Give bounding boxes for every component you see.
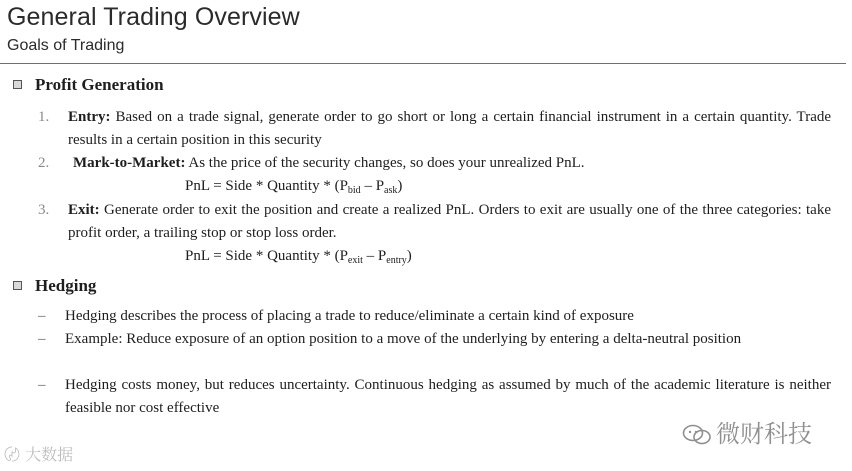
watermark-left: 〄 大数据 (4, 445, 74, 464)
formula-unrealized-pnl: PnL = Side * Quantity * $(P_{bid} - P_{ask})$ (185, 178, 403, 196)
list-number: 3. (38, 202, 50, 218)
formula-realized-pnl: PnL = Side * Quantity * $(P_{exit} - P_{entry})$ (185, 248, 412, 266)
watermark-right: 微财科技 (682, 414, 812, 449)
wechat-icon (682, 424, 712, 446)
page-title: General Trading Overview (7, 3, 300, 31)
hedging-item: Hedging describes the process of placing a trade to reduce/eliminate a certain kind of exposure (65, 308, 634, 324)
hedging-item: Example: Reduce exposure of an option position to a move of the underlying by entering a delta-neutral position (65, 331, 742, 347)
item-text: As the price of the security changes, so does your unrealized PnL. (188, 155, 585, 171)
dash-bullet: – (38, 331, 46, 347)
header-divider (0, 63, 846, 64)
list-number: 1. (38, 109, 50, 125)
square-bullet-icon (13, 80, 22, 89)
list-item-exit (68, 199, 831, 245)
list-number: 2. (38, 155, 50, 171)
item-term: Exit: (68, 202, 100, 218)
item-text: Generate order to exit the position and create a realized PnL. Orders to exit are usually one of the three categories: take profit order, a trailing stop or stop loss order. (68, 202, 832, 241)
dash-bullet: – (38, 377, 46, 393)
dash-bullet: – (38, 308, 46, 324)
section-profit-generation (13, 75, 164, 95)
list-item-entry (68, 106, 831, 152)
item-term: Entry: (68, 109, 111, 125)
section-hedging (13, 276, 96, 296)
section-heading: Hedging (35, 276, 97, 295)
square-bullet-icon (13, 281, 22, 290)
item-text: Based on a trade signal, generate order to go short or long a certain financial instrument in a certain quantity. Trade results in a certain position in this security (68, 109, 832, 148)
hedging-item: Hedging costs money, but reduces uncertainty. Continuous hedging as assumed by much of the academic literature is neither feasible nor cost effective (65, 377, 831, 416)
section-heading: Profit Generation (35, 75, 164, 94)
list-item-mark-to-market (73, 152, 833, 175)
item-term: Mark-to-Market: (73, 155, 186, 171)
watermark-logo-icon: 〄 (4, 445, 26, 464)
page-subtitle: Goals of Trading (7, 37, 125, 54)
